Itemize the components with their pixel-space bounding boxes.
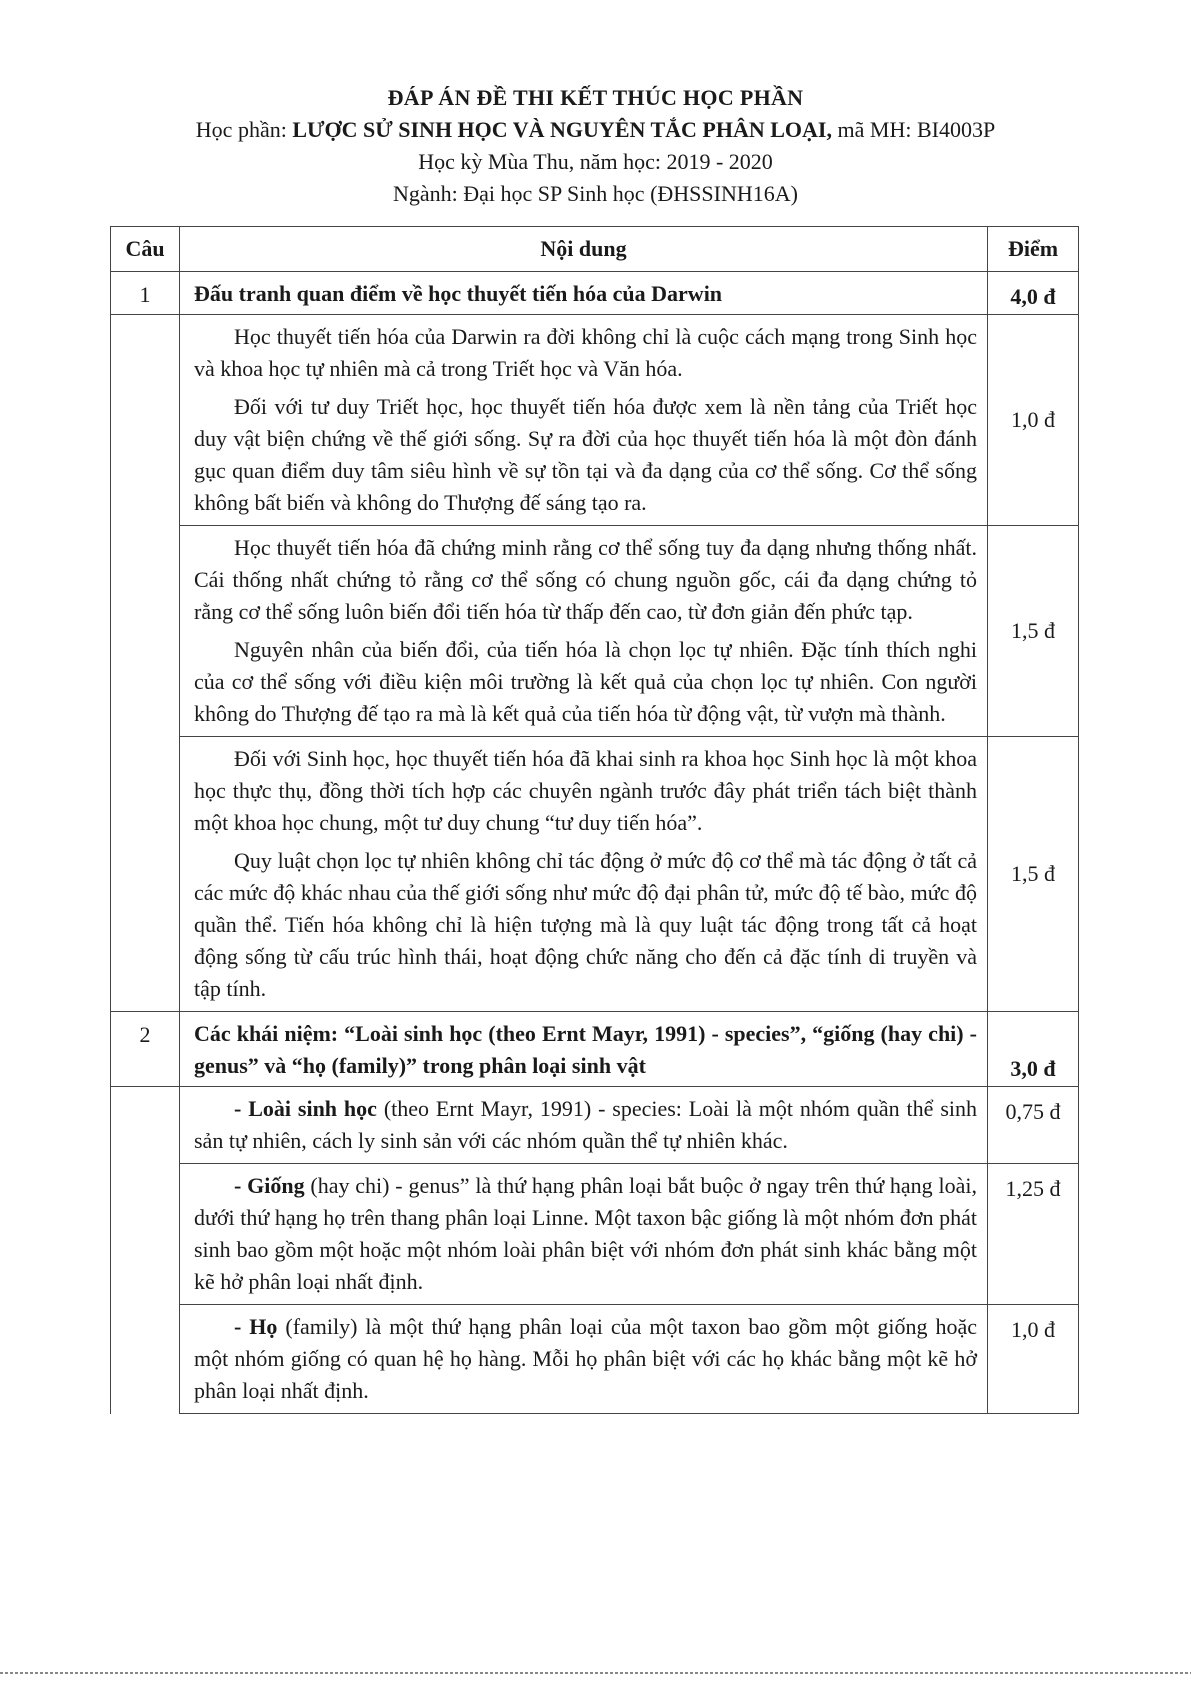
term-label: - Giống bbox=[234, 1173, 305, 1198]
question-1-row bbox=[111, 272, 1079, 315]
question-2-spacer bbox=[111, 1087, 180, 1414]
header-score: Điểm bbox=[988, 227, 1079, 272]
answer-table bbox=[110, 226, 1079, 1414]
course-line bbox=[0, 114, 1191, 146]
question-1-title: Đấu tranh quan điểm về học thuyết tiến hóa của Darwin bbox=[180, 272, 988, 315]
item-score: 1,0 đ bbox=[988, 315, 1079, 526]
question-1-item-2 bbox=[111, 526, 1079, 737]
item-score: 1,0 đ bbox=[988, 1305, 1079, 1414]
answer-paragraph: Nguyên nhân của biến đổi, của tiến hóa là chọn lọc tự nhiên. Đặc tính thích nghi của cơ thể sống với điều kiện môi trường là kết quả của chọn lọc tự nhiên. Con người không do Thượng đế tạo ra mà là kết quả của tiến hóa từ động vật, từ vượn mà thành. bbox=[194, 637, 977, 726]
answer-paragraph: Học thuyết tiến hóa của Darwin ra đời không chỉ là cuộc cách mạng trong Sinh học và khoa học tự nhiên mà cả trong Triết học và Văn hóa. bbox=[194, 324, 977, 381]
answer-paragraph bbox=[180, 1093, 987, 1157]
table-header-row bbox=[111, 227, 1079, 272]
answer-paragraph: Quy luật chọn lọc tự nhiên không chỉ tác động ở mức độ cơ thể mà tác động ở tất cả các mức độ khác nhau của thế giới sống như mức độ đại phân tử, mức độ tế bào, mức độ quần thể. Tiến hóa không chỉ là hiện tượng mà là quy luật tác động trong tất cả hoạt động sống từ cấu trúc hình thái, hoạt động chức năng cho đến cả đặc tính di truyền và tập tính. bbox=[194, 848, 977, 1001]
answer-paragraph: Đối với Sinh học, học thuyết tiến hóa đã khai sinh ra khoa học Sinh học là một khoa học thực thụ, đồng thời tích hợp các chuyên ngành trước đây phát triển tách biệt thành một khoa học chung, một tư duy chung “tư duy tiến hóa”. bbox=[194, 746, 977, 835]
item-score: 1,25 đ bbox=[988, 1164, 1079, 1305]
answer-paragraph bbox=[180, 1311, 987, 1407]
term-definition: (family) là một thứ hạng phân loại của một taxon bao gồm một giống hoặc một nhóm giống có quan hệ họ hàng. Mỗi họ phân biệt với các họ khác bằng một kẽ hở phân loại nhất định. bbox=[194, 1314, 977, 1403]
term-definition: (hay chi) - genus” là thứ hạng phân loại bắt buộc ở ngay trên thứ hạng loài, dưới thứ hạng họ trên thang phân loại Linne. Một taxon bậc giống là một nhóm đơn phát sinh bao gồm một hoặc một nhóm loài phân biệt với nhóm đơn phát sinh khác bằng một kẽ hở phân loại nhất định. bbox=[194, 1173, 977, 1294]
question-2-item-3 bbox=[111, 1305, 1079, 1414]
item-score: 0,75 đ bbox=[988, 1087, 1079, 1164]
question-2-title: Các khái niệm: “Loài sinh học (theo Ernt Mayr, 1991) - species”, “giống (hay chi) - genus” và “họ (family)” trong phân loại sinh vật bbox=[180, 1012, 988, 1087]
course-name: LƯỢC SỬ SINH HỌC VÀ NGUYÊN TẮC PHÂN LOẠI, bbox=[292, 117, 832, 142]
answer-paragraph bbox=[180, 1170, 987, 1298]
term-label: - Họ bbox=[234, 1314, 278, 1339]
answer-paragraph: Học thuyết tiến hóa đã chứng minh rằng cơ thể sống tuy đa dạng nhưng thống nhất. Cái thống nhất chứng tỏ rằng cơ thể sống có chung nguồn gốc, cái đa dạng chứng tỏ rằng cơ thể sống luôn biến đổi tiến hóa từ thấp đến cao, từ đơn giản đến phức tạp. bbox=[194, 535, 977, 624]
semester-line: Học kỳ Mùa Thu, năm học: 2019 - 2020 bbox=[418, 149, 773, 174]
answer-paragraph: Đối với tư duy Triết học, học thuyết tiến hóa được xem là nền tảng của Triết học duy vật biện chứng về thế giới sống. Sự ra đời của học thuyết tiến hóa là một đòn đánh gục quan điểm duy tâm siêu hình về sự tồn tại và đa dạng của cơ thể sống. Cơ thể sống không bất biến và không do Thượng đế sáng tạo ra. bbox=[194, 394, 977, 515]
question-2-item-2 bbox=[111, 1164, 1079, 1305]
question-1-spacer bbox=[111, 315, 180, 1012]
answer-content bbox=[180, 737, 988, 1012]
question-2-row bbox=[111, 1012, 1079, 1087]
answer-content bbox=[180, 1087, 988, 1164]
question-1-item-1 bbox=[111, 315, 1079, 526]
major-line: Ngành: Đại học SP Sinh học (ĐHSSINH16A) bbox=[393, 181, 798, 206]
header-content: Nội dung bbox=[180, 227, 988, 272]
scan-edge-line bbox=[0, 1672, 1191, 1674]
answer-content bbox=[180, 526, 988, 737]
question-1-number: 1 bbox=[111, 272, 180, 315]
header-question: Câu bbox=[111, 227, 180, 272]
question-2-score: 3,0 đ bbox=[988, 1012, 1079, 1087]
question-2-number: 2 bbox=[111, 1012, 180, 1087]
answer-content bbox=[180, 1164, 988, 1305]
course-prefix: Học phần: bbox=[195, 117, 293, 142]
answer-content bbox=[180, 315, 988, 526]
answer-content bbox=[180, 1305, 988, 1414]
course-code: mã MH: BI4003P bbox=[832, 117, 996, 142]
item-score: 1,5 đ bbox=[988, 737, 1079, 1012]
question-1-item-3 bbox=[111, 737, 1079, 1012]
term-label: - Loài sinh học bbox=[234, 1096, 377, 1121]
term-definition: (theo Ernt Mayr, 1991) - species: Loài là một nhóm quần thể sinh sản tự nhiên, cách ly sinh sản với các nhóm quần thể tự nhiên khác. bbox=[194, 1096, 977, 1153]
question-2-item-1 bbox=[111, 1087, 1079, 1164]
question-1-score: 4,0 đ bbox=[988, 272, 1079, 315]
document-title: ĐÁP ÁN ĐỀ THI KẾT THÚC HỌC PHẦN bbox=[387, 85, 804, 110]
item-score: 1,5 đ bbox=[988, 526, 1079, 737]
document-header bbox=[0, 82, 1191, 210]
